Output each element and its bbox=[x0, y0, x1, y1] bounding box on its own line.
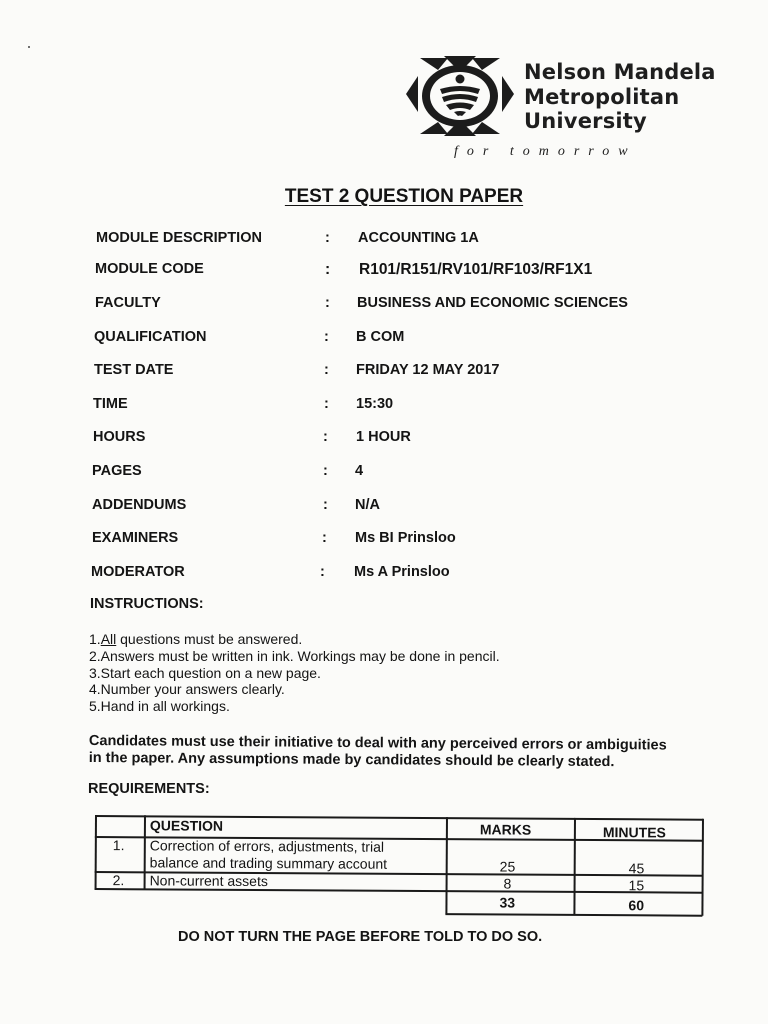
detail-value: ACCOUNTING 1A bbox=[358, 230, 479, 246]
detail-label: FACULTY bbox=[95, 295, 161, 311]
detail-colon: : bbox=[324, 396, 329, 412]
question-marks: 25 bbox=[499, 858, 516, 875]
instruction-item: 2.Answers must be written in ink. Workings may be done in pencil. bbox=[89, 647, 500, 664]
requirements-heading: REQUIREMENTS: bbox=[88, 781, 210, 797]
candidate-note-line: Candidates must use their initiative to deal with any perceived errors or ambiguities bbox=[88, 733, 667, 754]
detail-value: 4 bbox=[355, 463, 364, 479]
detail-value: Ms A Prinsloo bbox=[354, 564, 450, 580]
question-minutes: 45 bbox=[628, 860, 645, 877]
table-rule bbox=[701, 819, 703, 916]
detail-colon: : bbox=[323, 463, 328, 479]
university-logo bbox=[404, 56, 724, 166]
detail-value: Ms BI Prinsloo bbox=[355, 530, 456, 546]
detail-label: MODERATOR bbox=[91, 564, 185, 580]
candidate-note-line: in the paper. Any assumptions made by candidates should be clearly stated. bbox=[88, 749, 615, 771]
detail-label: QUALIFICATION bbox=[94, 329, 207, 345]
detail-value: B COM bbox=[356, 329, 405, 345]
detail-colon: : bbox=[323, 429, 328, 445]
instruction-emphasis: All bbox=[100, 631, 117, 647]
table-header-marks: MARKS bbox=[479, 821, 532, 838]
university-name-line: Nelson Mandela bbox=[524, 60, 716, 84]
detail-value: R101/R151/RV101/RF103/RF1X1 bbox=[359, 261, 593, 278]
university-name-line: Metropolitan bbox=[524, 84, 680, 109]
instructions-list bbox=[89, 631, 500, 715]
detail-label: ADDENDUMS bbox=[92, 497, 187, 513]
question-text: Correction of errors, adjustments, trial bbox=[149, 837, 385, 855]
university-name bbox=[524, 60, 716, 134]
requirements-table bbox=[94, 815, 705, 919]
detail-label: TIME bbox=[93, 396, 128, 412]
table-rule bbox=[445, 817, 447, 914]
question-text: Non-current assets bbox=[149, 872, 268, 890]
detail-colon: : bbox=[324, 329, 329, 345]
detail-colon: : bbox=[324, 362, 329, 378]
detail-value: FRIDAY 12 MAY 2017 bbox=[356, 362, 500, 378]
instruction-number: 1. bbox=[89, 631, 101, 647]
detail-label: HOURS bbox=[93, 429, 146, 445]
detail-colon: : bbox=[325, 261, 331, 278]
question-number: 1. bbox=[112, 837, 125, 854]
footer-warning: DO NOT TURN THE PAGE BEFORE TOLD TO DO SO. bbox=[178, 929, 543, 945]
instruction-text: questions must be answered. bbox=[116, 631, 303, 647]
instruction-item bbox=[89, 631, 500, 648]
candidate-note bbox=[89, 733, 719, 772]
university-name-line: University bbox=[524, 109, 647, 133]
instruction-item: 3.Start each question on a new page. bbox=[89, 664, 321, 681]
detail-label: PAGES bbox=[92, 463, 142, 479]
question-number: 2. bbox=[112, 872, 125, 889]
detail-colon: : bbox=[325, 295, 330, 311]
university-emblem-icon bbox=[404, 56, 516, 136]
instruction-item: 5.Hand in all workings. bbox=[89, 698, 230, 715]
detail-label: TEST DATE bbox=[94, 362, 174, 378]
detail-label: EXAMINERS bbox=[92, 530, 179, 546]
total-minutes: 60 bbox=[628, 897, 645, 914]
detail-colon: : bbox=[320, 564, 325, 580]
table-rule bbox=[95, 815, 97, 889]
detail-colon: : bbox=[323, 497, 328, 513]
scan-speck bbox=[28, 46, 30, 48]
paper-title: TEST 2 QUESTION PAPER bbox=[284, 186, 524, 207]
instructions-heading: INSTRUCTIONS: bbox=[90, 596, 204, 612]
instruction-item: 4.Number your answers clearly. bbox=[89, 681, 285, 698]
question-text: balance and trading summary account bbox=[149, 854, 388, 872]
table-rule bbox=[573, 818, 575, 915]
table-rule bbox=[144, 815, 146, 889]
detail-colon: : bbox=[322, 530, 327, 546]
table-header-minutes: MINUTES bbox=[602, 824, 666, 841]
detail-value: 15:30 bbox=[356, 396, 394, 412]
table-header-question: QUESTION bbox=[149, 817, 224, 834]
detail-value: 1 HOUR bbox=[356, 429, 411, 445]
university-tagline: for tomorrow bbox=[454, 144, 637, 159]
detail-label: MODULE CODE bbox=[95, 261, 204, 277]
question-marks: 8 bbox=[503, 875, 512, 892]
detail-value: BUSINESS AND ECONOMIC SCIENCES bbox=[357, 295, 628, 311]
detail-label: MODULE DESCRIPTION bbox=[96, 230, 262, 246]
total-marks: 33 bbox=[499, 894, 516, 911]
detail-value: N/A bbox=[355, 497, 380, 513]
detail-colon: : bbox=[325, 230, 330, 246]
question-minutes: 15 bbox=[628, 877, 645, 894]
